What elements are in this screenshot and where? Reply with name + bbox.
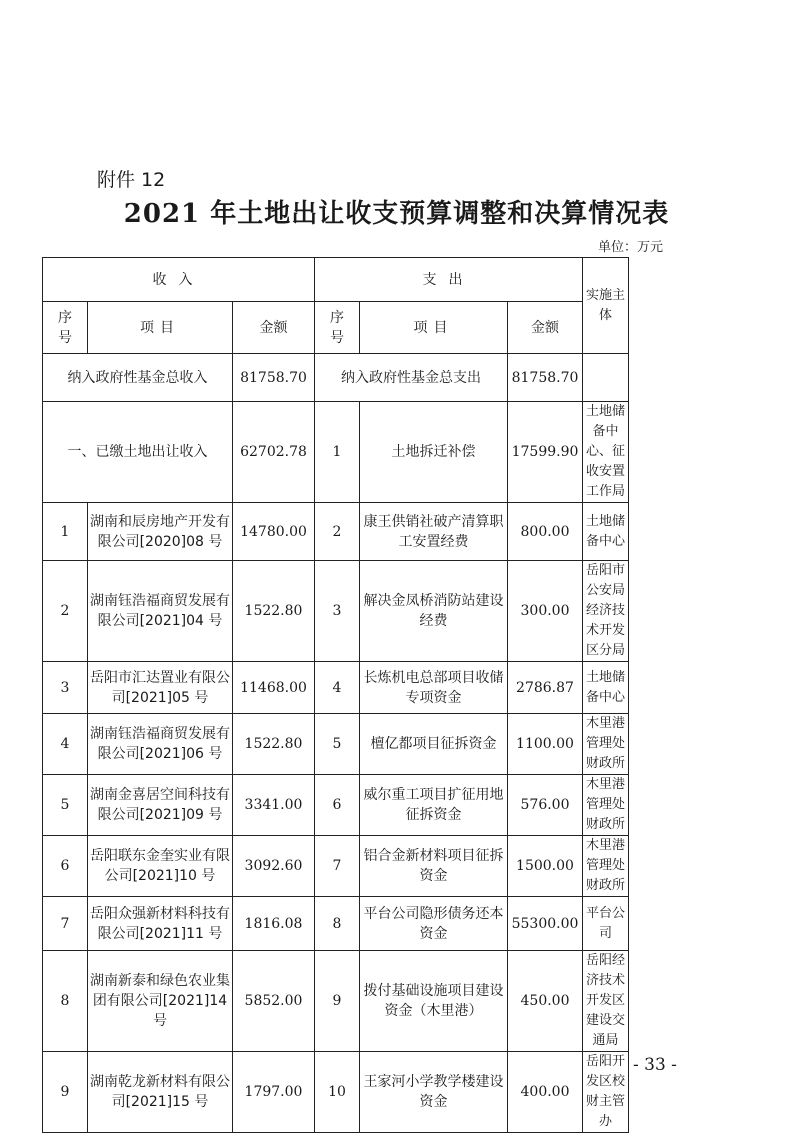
- expense-no: 3: [315, 561, 360, 662]
- income-item: 湖南金喜居空间科技有限公司[2021]09 号: [88, 775, 233, 836]
- expense-item: 拨付基础设施项目建设资金（木里港）: [360, 951, 508, 1052]
- expense-no-header: 序号: [315, 302, 360, 354]
- table-row: [43, 775, 629, 836]
- expense-amount: 300.00: [508, 561, 583, 662]
- income-no: 7: [43, 897, 88, 951]
- attachment-label: 附件 12: [97, 169, 166, 191]
- income-amount: 1522.80: [233, 561, 315, 662]
- page-number: - 33 -: [633, 1055, 677, 1075]
- implementing-subject: 木里港管理处财政所: [583, 836, 629, 897]
- income-item-header: 项目: [88, 302, 233, 354]
- expense-header: 支出: [315, 258, 583, 302]
- income-item: 湖南钰浩福商贸发展有限公司[2021]06 号: [88, 714, 233, 775]
- income-header: 收入: [43, 258, 315, 302]
- expense-amount-header: 金额: [508, 302, 583, 354]
- table-row: [43, 951, 629, 1052]
- paid-label: 一、已缴土地出让收入: [43, 402, 233, 503]
- table-row: [43, 836, 629, 897]
- total-expense-amount: 81758.70: [508, 354, 583, 402]
- income-item: 湖南钰浩福商贸发展有限公司[2021]04 号: [88, 561, 233, 662]
- income-no: 9: [43, 1052, 88, 1133]
- paid-row: [43, 402, 629, 503]
- income-item: 湖南和辰房地产开发有限公司[2020]08 号: [88, 503, 233, 561]
- expense-amount: 17599.90: [508, 402, 583, 503]
- implementing-subject: 木里港管理处财政所: [583, 714, 629, 775]
- expense-no: 2: [315, 503, 360, 561]
- expense-amount: 450.00: [508, 951, 583, 1052]
- total-income-amount: 81758.70: [233, 354, 315, 402]
- income-amount: 3092.60: [233, 836, 315, 897]
- implementing-subject: 岳阳开发区校财主管办: [583, 1052, 629, 1133]
- subheader-row: [43, 302, 629, 354]
- income-item: 湖南新泰和绿色农业集团有限公司[2021]14 号: [88, 951, 233, 1052]
- expense-item: 铝合金新材料项目征拆资金: [360, 836, 508, 897]
- expense-amount: 400.00: [508, 1052, 583, 1133]
- budget-table: [42, 257, 629, 1133]
- table-row: [43, 662, 629, 714]
- expense-item: 土地拆迁补偿: [360, 402, 508, 503]
- expense-amount: 1100.00: [508, 714, 583, 775]
- paid-amount: 62702.78: [233, 402, 315, 503]
- income-amount: 1816.08: [233, 897, 315, 951]
- expense-item-header: 项目: [360, 302, 508, 354]
- expense-item: 解决金凤桥消防站建设经费: [360, 561, 508, 662]
- table-row: [43, 561, 629, 662]
- income-no-header: 序号: [43, 302, 88, 354]
- implementing-subject: 平台公司: [583, 897, 629, 951]
- expense-no: 4: [315, 662, 360, 714]
- total-expense-label: 纳入政府性基金总支出: [315, 354, 508, 402]
- total-subject-cell: [583, 354, 629, 402]
- expense-amount: 800.00: [508, 503, 583, 561]
- income-item: 岳阳众强新材料科技有限公司[2021]11 号: [88, 897, 233, 951]
- expense-no: 1: [315, 402, 360, 503]
- unit-label: 单位：万元: [598, 240, 664, 255]
- income-item: 岳阳市汇达置业有限公司[2021]05 号: [88, 662, 233, 714]
- income-no: 5: [43, 775, 88, 836]
- implementing-subject: 岳阳经济技术开发区建设交通局: [583, 951, 629, 1052]
- implementing-subject: 土地储备中心: [583, 503, 629, 561]
- expense-item: 康王供销社破产清算职工安置经费: [360, 503, 508, 561]
- expense-no: 5: [315, 714, 360, 775]
- expense-item: 威尔重工项目扩征用地征拆资金: [360, 775, 508, 836]
- expense-amount: 1500.00: [508, 836, 583, 897]
- expense-no: 9: [315, 951, 360, 1052]
- income-amount: 1522.80: [233, 714, 315, 775]
- income-no: 8: [43, 951, 88, 1052]
- income-amount: 5852.00: [233, 951, 315, 1052]
- expense-item: 长炼机电总部项目收储专项资金: [360, 662, 508, 714]
- expense-no: 8: [315, 897, 360, 951]
- income-no: 1: [43, 503, 88, 561]
- implementing-subject: 木里港管理处财政所: [583, 775, 629, 836]
- income-item: 岳阳联东金奎实业有限公司[2021]10 号: [88, 836, 233, 897]
- expense-amount: 2786.87: [508, 662, 583, 714]
- implementing-subject: 土地储备中心: [583, 662, 629, 714]
- expense-item: 平台公司隐形债务还本资金: [360, 897, 508, 951]
- subject-header: 实施主体: [583, 258, 629, 354]
- table-row: [43, 1052, 629, 1133]
- income-item: 湖南乾龙新材料有限公司[2021]15 号: [88, 1052, 233, 1133]
- table-row: [43, 897, 629, 951]
- expense-amount: 55300.00: [508, 897, 583, 951]
- income-no: 2: [43, 561, 88, 662]
- expense-item: 王家河小学教学楼建设资金: [360, 1052, 508, 1133]
- income-amount-header: 金额: [233, 302, 315, 354]
- implementing-subject: 土地储备中心、征收安置工作局: [583, 402, 629, 503]
- income-no: 4: [43, 714, 88, 775]
- expense-no: 10: [315, 1052, 360, 1133]
- header-row: [43, 258, 629, 302]
- table-row: [43, 714, 629, 775]
- total-income-label: 纳入政府性基金总收入: [43, 354, 233, 402]
- expense-item: 檀亿都项目征拆资金: [360, 714, 508, 775]
- income-amount: 3341.00: [233, 775, 315, 836]
- income-no: 3: [43, 662, 88, 714]
- total-row: [43, 354, 629, 402]
- income-amount: 11468.00: [233, 662, 315, 714]
- document-title: 2021 年土地出让收支预算调整和决算情况表: [123, 199, 670, 229]
- income-amount: 1797.00: [233, 1052, 315, 1133]
- implementing-subject: 岳阳市公安局经济技术开发区分局: [583, 561, 629, 662]
- expense-no: 7: [315, 836, 360, 897]
- table-row: [43, 503, 629, 561]
- income-no: 6: [43, 836, 88, 897]
- expense-amount: 576.00: [508, 775, 583, 836]
- expense-no: 6: [315, 775, 360, 836]
- income-amount: 14780.00: [233, 503, 315, 561]
